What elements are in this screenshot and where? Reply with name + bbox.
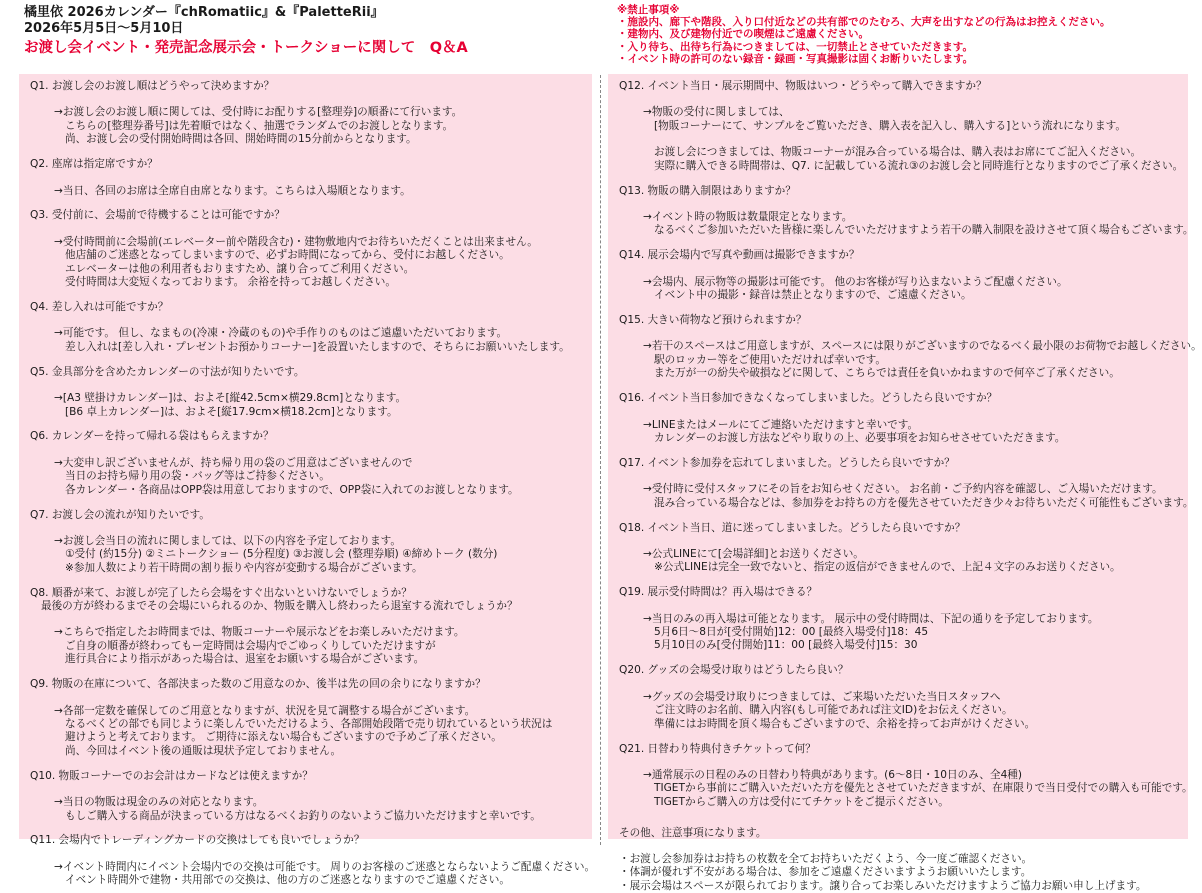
answer-line: 尚、お渡し会の受付開始時間は各回、開始時間の15分前からとなります。 (65, 133, 417, 146)
answer-line: 各カレンダー・各商品はOPP袋は用意しておりますので、OPP袋に入れてのお渡しとなります。 (65, 483, 519, 496)
answer-line: →物販の受付に関しましては、 (643, 106, 790, 119)
answer (30, 327, 584, 354)
answer-line: →大変申し訳ございませんが、持ち帰り用の袋のご用意はございませんので (54, 456, 413, 469)
header-title: 橘里依 2026カレンダー『chRomatiic』&『PaletteRii』 (24, 5, 384, 20)
prohibited-item: ・施設内、廊下や階段、入り口付近などの共有部でのたむろ、大声を出すなどの行為はお控えください。 (617, 16, 1111, 29)
right-qa-panel (608, 74, 1202, 892)
question: Q19. 展示受付時間は？再入場はできる？ (619, 586, 818, 599)
answer-line: →こちらで指定したお時間までは、物販コーナーや展示などをお楽しみいただけます。 (54, 626, 465, 639)
answer-line: TIGETからご購入の方は受付にてチケットをご提示ください。 (654, 795, 949, 808)
answer-line: 避けようと考えております。 ご期待に添えない場合もございますので予めご了承ください。 (65, 731, 502, 744)
answer-line: また万が一の紛失や破損などに関して、こちらでは責任を負いかねますので何卒ご了承ください。 (654, 367, 1120, 380)
answer-line: 尚、今回はイベント後の通販は現状予定しておりません。 (65, 744, 342, 757)
question: Q5. 金具部分を含めたカレンダーの寸法が知りたいです。 (30, 365, 305, 378)
question: Q6. カレンダーを持って帰れる袋はもらえますか？ (30, 430, 274, 443)
question: Q13. 物販の購入制限はありますか？ (619, 184, 796, 197)
document-header (24, 5, 604, 58)
answer-line: ※参加人数により若干時間の割り振りや内容が変動する場合がございます。 (65, 561, 423, 574)
qa-item (30, 80, 584, 147)
answer (619, 548, 1180, 575)
qa-item (619, 313, 1202, 381)
answer-line: →可能です。 但し、なまもの(冷凍・冷蔵のもの)や手作りのものはご遠慮いただいております。 (54, 327, 508, 340)
answer-line: ご注文時のお名前、購入内容(もし可能であれば注文ID)をお伝えください。 (654, 704, 1013, 717)
answer-line: →公式LINEにて[会場詳細]とお送りください。 (643, 547, 864, 560)
left-qa-panel (19, 74, 596, 887)
right-qa-column (608, 74, 1202, 809)
answer-line: 準備にはお時間を頂く場合もございますので、余裕を持ってお声がけください。 (654, 717, 1036, 730)
prohibited-item: ・イベント時の許可のない録音・録画・写真撮影は固くお断りいたします。 (617, 52, 974, 65)
question: Q16. イベント当日参加できなくなってしまいました。どうしたら良いですか？ (619, 392, 998, 405)
answer (619, 210, 1194, 238)
answer-line: 当日のお持ち帰り用の袋・バッグ等はご持参ください。 (65, 470, 330, 483)
answer (30, 457, 584, 497)
answer-line: 5月10日のみ[受付開始]11：00 [最終入場受付]15：30 (654, 639, 918, 652)
notes-item: ・体調が優れず不安がある場合は、参加をご遠慮くださいますようお願いいたします。 (619, 866, 1032, 879)
answer-line: 他店舗のご迷惑となってしまいますので、必ずお時間になってから、受付にお越しください。 (65, 249, 510, 262)
question: Q3. 受付前に、会場前で待機することは可能ですか？ (30, 209, 285, 222)
column-divider (600, 75, 602, 845)
qa-item (30, 678, 584, 758)
qa-item (619, 664, 1180, 731)
answer (30, 392, 584, 419)
answer-line: ①受付 (約15分) ②ミニトークショー (5分程度) ③お渡し会 (整理券順) ④締めトーク (数分) (65, 548, 498, 561)
answer (30, 185, 584, 198)
answer-line: 進行具合により指示があった場合は、退室をお願いする場合がございます。 (65, 653, 425, 666)
qa-item (619, 522, 1180, 575)
answer-line: →各部一定数を確保してのご用意となりますが、状況を見て調整する場合がございます。 (54, 704, 476, 717)
answer-line: →会場内、展示物等の撮影は可能です。 他のお客様が写り込まないようご配慮ください。 (643, 275, 1068, 288)
question: Q7. お渡し会の流れが知りたいです。 (30, 508, 210, 521)
answer (619, 106, 1184, 173)
question: Q20. グッズの会場受け取りはどうしたら良い？ (619, 664, 849, 677)
qa-item (619, 80, 1184, 173)
answer (619, 483, 1194, 510)
question: Q10. 物販コーナーでのお会計はカードなどは使えますか？ (30, 769, 313, 782)
qa-item (619, 249, 1180, 302)
answer-line: →お渡し会のお渡し順に関しては、受付時にお配りする[整理券]の順番にて行います。 (54, 106, 463, 119)
question: Q4. 差し入れは可能ですか？ (30, 300, 169, 313)
question-continued: 最後の方が終わるまでその会場にいられるのか、物販を購入し終わったら退室する流れでしょうか？ (41, 600, 518, 613)
qa-item (619, 456, 1194, 510)
answer-line: なるべくどの部でも同じように楽しんでいただけるよう、各部開始段階で売り切れているという状況は (65, 718, 553, 730)
answer-line: ご自身の順番が終わってもー定時間は会場内でごゆっくりしていただけますが (65, 639, 436, 652)
answer-line: 受付時間は大変短くなっております。 余裕を持ってお越しください。 (65, 276, 396, 289)
answer-line: イベント時間外で建物・共用部での交換は、他の方のご迷惑となりますのでご遠慮ください。 (65, 874, 510, 887)
answer-line: なるべくご参加いただいた皆様に楽しんでいただけますよう若干の購入制限を設けさせて頂く場合もございます。 (654, 224, 1194, 237)
prohibited-notice (617, 4, 1187, 65)
qa-item (30, 509, 584, 576)
answer-line: →当日、各回のお席は全席自由席となります。こちらは入場順となります。 (54, 184, 411, 197)
qa-item (30, 366, 584, 419)
qa-item (30, 834, 596, 887)
question: Q14. 展示会場内で写真や動画は撮影できますか？ (619, 249, 860, 262)
question: Q1. お渡し会のお渡し順はどうやって決めますか？ (30, 80, 275, 92)
answer-line: 差し入れは[差し入れ・プレゼントお預かりコーナー]を設置いたしますので、そちらにお願いいたします。 (65, 340, 570, 353)
qa-item (30, 770, 584, 823)
answer (30, 705, 584, 759)
answer-line: お渡し会につきましては、物販コーナーが混み合っている場合は、購入表はお席にてご記入ください。 (654, 146, 1142, 159)
notes-item: ・お渡し会参加券はお持ちの枚数を全てお持ちいただくよう、今一度ご確認ください。 (619, 853, 1033, 866)
question: Q17. イベント参加券を忘れてしまいました。どうしたら良いですか？ (619, 456, 955, 469)
qa-item (619, 586, 1180, 653)
qa-item (619, 742, 1193, 810)
qa-item (30, 158, 584, 198)
answer-line: →受付時に受付スタッフにその旨をお知らせください。 お名前・ご予約内容を確認し、ご入場いただけます。 (643, 483, 1163, 496)
answer (30, 535, 584, 575)
answer (30, 796, 584, 823)
answer (30, 860, 596, 888)
question: Q18. イベント当日、道に迷ってしまいました。どうしたら良いですか？ (619, 521, 966, 534)
answer (30, 626, 584, 666)
answer (30, 106, 584, 146)
notes-title: その他、注意事項になります。 (619, 826, 767, 839)
answer (619, 768, 1193, 809)
answer-line: カレンダーのお渡し方法などやり取りの上、必要事項をお知らせさせていただきます。 (654, 431, 1066, 444)
answer-line: イベント中の撮影・録音は禁止となりますので、ご遠慮ください。 (654, 289, 972, 302)
answer-line: 混み合っている場合などは、参加券をお持ちの方を優先させていただき少々お待ちいただく可能性もございます。 (654, 496, 1194, 509)
prohibited-item: ・入り待ち、出待ち行為につきましては、一切禁止とさせていただきます。 (617, 40, 973, 53)
qa-item (30, 430, 584, 497)
answer-line: TIGETから事前にご購入いただいた方を優先とさせていただきますが、在庫限りで当日受付での購入も可能です。 (654, 782, 1193, 795)
answer-line: →グッズの会場受け取りにつきましては、ご来場いただいた当日スタッフへ (643, 690, 1001, 703)
header-subtitle: お渡し会イベント・発売記念展示会・トークショーに関して Q＆A (24, 40, 468, 56)
qa-item (619, 392, 1180, 445)
answer-line: 5月6日～8日が[受付開始]12：00 [最終入場受付]18：45 (654, 626, 929, 639)
qa-item (30, 587, 584, 667)
question: Q15. 大きい荷物など預けられますか？ (619, 313, 807, 326)
answer-line: ※公式LINEは完全一致でないと、指定の返信ができませんので、上記４文字のみお送りください。 (654, 561, 1121, 574)
answer-line: もしご購入する商品が決まっている方はなるべくお釣りのないようご協力いただけますと幸いです。 (65, 809, 541, 822)
notes-item: ・展示会場はスペースが限られております。譲り合ってお楽しみいただけますようご協力お願い申し上げます。 (619, 879, 1147, 892)
answer-line: →当日の物販は現金のみの対応となります。 (54, 796, 264, 809)
prohibited-item: ・建物内、及び建物付近での喫煙はご遠慮ください。 (617, 28, 869, 41)
answer-line: 実際に購入できる時間帯は、Q7. に記載している流れ③のお渡し会と同時進行となりますのでご了承ください。 (654, 159, 1184, 172)
left-qa-column (19, 74, 596, 888)
question: Q21. 日替わり特典付きチケットって何？ (619, 742, 816, 755)
question: Q11. 会場内でトレーディングカードの交換はしても良いでしょうか？ (30, 834, 365, 847)
question: Q2. 座席は指定席ですか？ (30, 158, 158, 171)
answer (619, 691, 1180, 731)
answer-line: こちらの[整理券番号]は先着順ではなく、抽選でランダムでのお渡しとなります。 (65, 119, 454, 132)
answer-line: →[A3 壁掛けカレンダー]は、およそ[縦42.5cm×横29.8cm]となります。 (54, 392, 407, 405)
qa-item (619, 184, 1194, 238)
answer (619, 276, 1180, 303)
answer-line: →通常展示の日程のみの日替わり特典があります。(6～8日・10日のみ、全4種) (643, 768, 1023, 781)
answer-line: →受付時間前に会場前(エレベーター前や階段含む)・建物敷地内でお待ちいただくことは出来ません。 (54, 235, 538, 248)
answer-line: →LINEまたはメールにてご連絡いただけますと幸いです。 (643, 418, 919, 431)
answer (619, 613, 1180, 653)
qa-item (30, 301, 584, 354)
answer-line: [B6 卓上カレンダー]は、およそ[縦17.9cm×横18.2cm]となります。 (65, 405, 398, 418)
answer-line: 駅のロッカー等をご使用いただければ幸いです。 (654, 353, 887, 366)
answer-line: →当日のみの再入場は可能となります。 展示中の受付時間は、下記の通りを予定しております。 (643, 612, 1099, 625)
answer-line: →若干のスペースはご用意しますが、スペースには限りがございますのでなるべく最小限のお荷物でお越しください。 (643, 340, 1202, 353)
answer (30, 236, 584, 290)
answer (619, 340, 1202, 380)
prohibited-title: ※禁止事項※ (617, 4, 680, 16)
answer-line: [物販コーナーにて、サンプルをご覧いただき、購入表を記入し、購入する]という流れになります。 (654, 119, 1126, 132)
question: Q12. イベント当日・展示期間中、物販はいつ・どうやって購入できますか？ (619, 80, 987, 92)
answer-line: →イベント時の物販は数量限定となります。 (643, 210, 853, 223)
answer-line: →お渡し会当日の流れに関しましては、以下の内容を予定しております。 (54, 534, 402, 547)
question: Q9. 物販の在庫について、各部決まった数のご用意なのか、後半は先の回の余りになりますか？ (30, 678, 486, 691)
answer-line: エレベーターは他の利用者もおりますため、譲り合ってご利用ください。 (65, 262, 415, 275)
answer (619, 419, 1180, 446)
answer-line: →イベント時間内にイベント会場内での交換は可能です。 周りのお客様のご迷惑とならないようご配慮ください。 (54, 860, 596, 873)
question: Q8. 順番が来て、お渡しが完了したら会場をすぐ出ないといけないでしょうか？ (30, 586, 412, 599)
header-dates: 2026年5月5日～5月10日 (24, 21, 184, 36)
qa-item (30, 209, 584, 289)
notes-section (608, 821, 1188, 893)
